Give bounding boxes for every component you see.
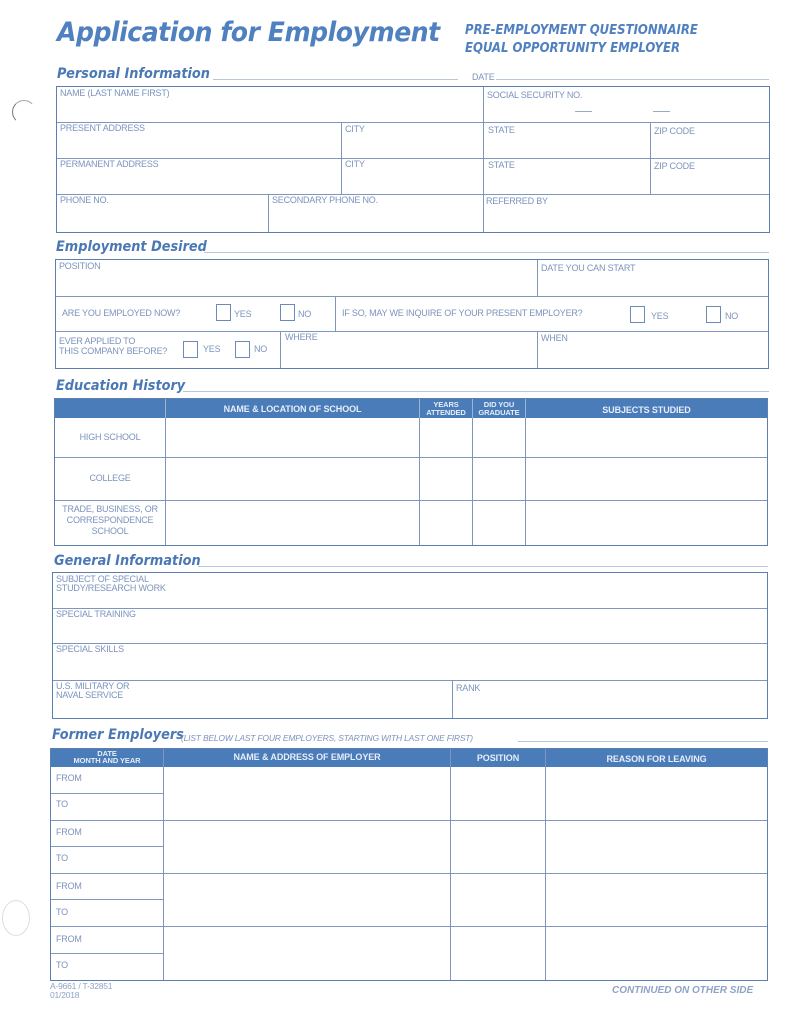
applied-before-no-checkbox[interactable]: [235, 341, 250, 358]
start-date-label: DATE YOU CAN START: [541, 263, 636, 273]
permanent-zip-label: ZIP CODE: [654, 161, 695, 171]
special-study-field[interactable]: [54, 594, 766, 607]
employer-2-reason-field[interactable]: [547, 822, 766, 872]
applied-before-no-label: NO: [254, 344, 268, 354]
applied-before-label-2: THIS COMPANY BEFORE?: [59, 346, 168, 356]
special-study-label-2: STUDY/RESEARCH WORK: [56, 583, 166, 593]
col-divider: [452, 680, 453, 718]
row-label-trade-3: SCHOOL: [91, 526, 129, 536]
applied-before-yes-label: YES: [203, 344, 221, 354]
employed-now-yes-label: YES: [234, 309, 252, 319]
employer-4-to-field[interactable]: [75, 954, 162, 979]
permanent-city-field[interactable]: [343, 170, 482, 193]
employer-1-position-field[interactable]: [452, 768, 544, 819]
employer-4-from-field[interactable]: [85, 928, 162, 952]
college-graduate-field[interactable]: [474, 459, 524, 499]
col-divider: [525, 418, 526, 545]
col-divider: [483, 87, 484, 232]
row-divider: [57, 158, 769, 159]
present-city-field[interactable]: [343, 134, 482, 157]
row-divider: [56, 331, 768, 332]
trade-graduate-field[interactable]: [474, 502, 524, 544]
header-reason: REASON FOR LEAVING: [606, 754, 707, 764]
col-divider: [341, 122, 342, 194]
employer-2-to-field[interactable]: [75, 847, 162, 872]
present-zip-field[interactable]: [652, 134, 768, 157]
row-divider: [56, 296, 768, 297]
present-zip-label: ZIP CODE: [654, 126, 695, 136]
section-employment-desired: Employment Desired: [56, 239, 207, 255]
college-name-field[interactable]: [167, 459, 418, 499]
col-divider: [419, 418, 420, 545]
row-divider: [51, 873, 767, 874]
col-divider: [163, 749, 164, 980]
header-years-1: YEARS: [433, 400, 459, 409]
present-address-field[interactable]: [58, 134, 340, 157]
where-field[interactable]: [282, 343, 536, 367]
present-state-label: STATE: [488, 125, 515, 135]
employer-1-to-field[interactable]: [75, 794, 162, 819]
permanent-state-field[interactable]: [485, 170, 649, 193]
inquire-no-checkbox[interactable]: [706, 306, 721, 323]
col-divider: [280, 331, 281, 368]
special-training-label: SPECIAL TRAINING: [56, 609, 136, 619]
high-school-name-field[interactable]: [167, 419, 418, 456]
employer-2-name-field[interactable]: [165, 822, 449, 872]
when-field[interactable]: [539, 343, 767, 367]
start-date-field[interactable]: [539, 273, 767, 295]
special-study-label-1: SUBJECT OF SPECIAL: [56, 574, 149, 584]
header-date-1: DATE: [97, 749, 117, 758]
col-divider: [165, 418, 166, 545]
date-input-line[interactable]: [496, 79, 769, 80]
ssn-separator: [575, 111, 592, 112]
high-school-subjects-field[interactable]: [527, 419, 766, 456]
col-divider: [335, 297, 336, 331]
permanent-state-label: STATE: [488, 160, 515, 170]
employed-now-no-checkbox[interactable]: [280, 304, 295, 321]
referred-by-field[interactable]: [485, 206, 768, 231]
row-divider: [51, 926, 767, 927]
form-date: 01/2018: [50, 990, 80, 1000]
section-personal-information: Personal Information: [57, 66, 210, 82]
referred-by-label: REFERRED BY: [486, 196, 548, 206]
employer-3-position-field[interactable]: [452, 875, 544, 925]
section-rule: [518, 741, 768, 742]
subtitle-eoe: EQUAL OPPORTUNITY EMPLOYER: [465, 41, 681, 56]
header-graduate-1: DID YOU: [483, 400, 515, 409]
secondary-phone-field[interactable]: [270, 206, 482, 231]
hole-punch-mark: [2, 900, 30, 936]
row-divider: [57, 194, 769, 195]
employer-3-name-field[interactable]: [165, 875, 449, 925]
row-divider: [55, 500, 767, 501]
applied-before-yes-checkbox[interactable]: [183, 341, 198, 358]
trade-years-field[interactable]: [421, 502, 471, 544]
employer-1-to-label: TO: [56, 799, 68, 809]
col-divider: [537, 260, 538, 296]
ssn-field-label: SOCIAL SECURITY NO.: [487, 90, 583, 100]
position-label: POSITION: [59, 261, 101, 271]
applied-before-label-1: EVER APPLIED TO: [59, 336, 136, 346]
ssn-field[interactable]: [485, 100, 768, 121]
employer-2-to-label: TO: [56, 853, 68, 863]
present-address-label: PRESENT ADDRESS: [60, 123, 145, 133]
military-label-2: NAVAL SERVICE: [56, 690, 124, 700]
row-divider: [53, 608, 767, 609]
employer-1-reason-field[interactable]: [547, 768, 766, 819]
permanent-address-label: PERMANENT ADDRESS: [60, 159, 159, 169]
present-state-field[interactable]: [485, 134, 649, 157]
trade-name-field[interactable]: [167, 502, 418, 544]
employer-2-position-field[interactable]: [452, 822, 544, 872]
name-field-label: NAME (LAST NAME FIRST): [60, 88, 170, 98]
header-graduate-2: GRADUATE: [478, 408, 520, 417]
employer-4-to-label: TO: [56, 960, 68, 970]
employer-4-from-label: FROM: [56, 934, 82, 944]
row-divider: [53, 643, 767, 644]
employer-4-name-field[interactable]: [165, 928, 449, 979]
header-subjects: SUBJECTS STUDIED: [602, 405, 691, 415]
employer-3-from-label: FROM: [56, 881, 82, 891]
high-school-years-field[interactable]: [421, 419, 471, 456]
military-label-1: U.S. MILITARY OR: [56, 681, 130, 691]
header-position: POSITION: [476, 753, 520, 763]
special-skills-label: SPECIAL SKILLS: [56, 644, 124, 654]
col-divider: [268, 194, 269, 232]
phone-label: PHONE NO.: [60, 195, 109, 205]
employed-now-no-label: NO: [298, 309, 312, 319]
header-years-2: ATTENDED: [426, 408, 466, 417]
col-divider: [545, 749, 546, 980]
employer-1-from-label: FROM: [56, 773, 82, 783]
college-subjects-field[interactable]: [527, 459, 766, 499]
row-label-college: COLLEGE: [89, 473, 131, 483]
section-rule: [204, 252, 769, 253]
row-label-high-school: HIGH SCHOOL: [79, 432, 141, 442]
secondary-phone-label: SECONDARY PHONE NO.: [272, 195, 378, 205]
present-city-label: CITY: [345, 124, 365, 134]
rank-label: RANK: [456, 683, 481, 693]
permanent-zip-field[interactable]: [652, 170, 768, 193]
employed-now-yes-checkbox[interactable]: [216, 304, 231, 321]
special-training-field[interactable]: [54, 620, 766, 642]
section-rule: [198, 566, 768, 567]
phone-field[interactable]: [58, 206, 267, 231]
section-general-information: General Information: [54, 553, 201, 569]
form-code: A-9661 / T-32851: [50, 981, 113, 991]
special-skills-field[interactable]: [54, 655, 766, 679]
col-divider: [472, 418, 473, 545]
page-title: Application for Employment: [57, 17, 440, 48]
section-education-history: Education History: [56, 378, 186, 394]
row-divider: [55, 457, 767, 458]
continued-on-other-side: CONTINUED ON OTHER SIDE: [612, 985, 754, 996]
header-employer: NAME & ADDRESS OF EMPLOYER: [233, 752, 381, 762]
row-label-trade-1: TRADE, BUSINESS, OR: [62, 504, 158, 514]
position-field[interactable]: [57, 272, 536, 295]
col-divider: [450, 749, 451, 980]
rank-field[interactable]: [454, 694, 766, 717]
trade-subjects-field[interactable]: [527, 502, 766, 544]
employer-3-to-label: TO: [56, 907, 68, 917]
header-date-2: MONTH AND YEAR: [73, 756, 141, 765]
employer-3-to-field[interactable]: [75, 900, 162, 925]
row-divider: [51, 820, 767, 821]
subtitle-questionnaire: PRE-EMPLOYMENT QUESTIONNAIRE: [465, 23, 698, 38]
military-field[interactable]: [54, 701, 451, 717]
where-label: WHERE: [285, 332, 318, 342]
row-label-trade-2: CORRESPONDENCE: [66, 515, 154, 525]
college-years-field[interactable]: [421, 459, 471, 499]
inquire-no-label: NO: [725, 311, 739, 321]
employer-2-from-label: FROM: [56, 827, 82, 837]
employer-1-from-field[interactable]: [85, 768, 162, 792]
inquire-yes-label: YES: [651, 311, 669, 321]
employer-4-position-field[interactable]: [452, 928, 544, 979]
employer-1-name-field[interactable]: [165, 768, 449, 819]
employed-now-label: ARE YOU EMPLOYED NOW?: [62, 308, 181, 318]
when-label: WHEN: [541, 333, 568, 343]
ssn-separator: [653, 111, 670, 112]
inquire-yes-checkbox[interactable]: [630, 306, 645, 323]
employer-4-reason-field[interactable]: [547, 928, 766, 979]
section-rule: [213, 79, 458, 80]
section-former-employers: Former Employers: [52, 727, 184, 743]
former-employers-instruction: (LIST BELOW LAST FOUR EMPLOYERS, STARTING WITH LAST ONE FIRST): [181, 733, 473, 743]
scan-mark: [12, 100, 36, 124]
row-divider: [53, 680, 767, 681]
employer-3-reason-field[interactable]: [547, 875, 766, 925]
permanent-address-field[interactable]: [58, 170, 340, 193]
permanent-city-label: CITY: [345, 159, 365, 169]
date-label: DATE: [472, 72, 495, 82]
high-school-graduate-field[interactable]: [474, 419, 524, 456]
col-divider: [650, 122, 651, 194]
name-field[interactable]: [58, 98, 482, 121]
employer-2-from-field[interactable]: [85, 822, 162, 845]
section-rule: [183, 391, 769, 392]
employer-3-from-field[interactable]: [85, 875, 162, 898]
inquire-label: IF SO, MAY WE INQUIRE OF YOUR PRESENT EMPLOYER?: [342, 308, 583, 318]
col-divider: [537, 331, 538, 368]
header-school-name: NAME & LOCATION OF SCHOOL: [223, 404, 362, 414]
row-divider: [57, 122, 769, 123]
